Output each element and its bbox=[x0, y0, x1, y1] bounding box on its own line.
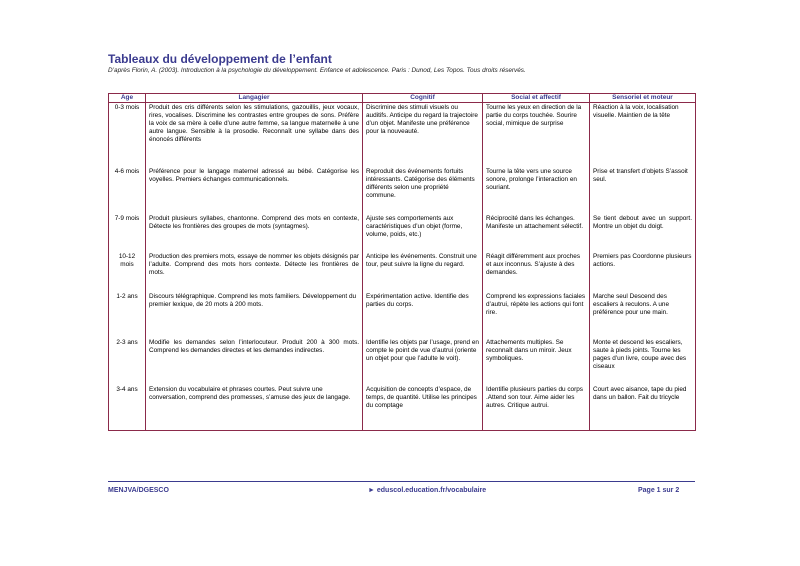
age-cell: 2-3 ans bbox=[109, 338, 146, 385]
sensoriel-cell: Premiers pas Coordonne plusieurs actions. bbox=[590, 252, 696, 292]
document-title: Tableaux du développement de l’enfant bbox=[108, 52, 332, 66]
langagier-cell: Extension du vocabulaire et phrases courtes. Peut suivre une conversation, comprend des promesses, s’amuse des jeux de langage. bbox=[146, 385, 363, 431]
table-row bbox=[109, 385, 696, 431]
age-cell: 10-12 mois bbox=[109, 252, 146, 292]
age-cell: 7-9 mois bbox=[109, 214, 146, 252]
social-cell: Réciprocité dans les échanges. Manifeste un attachement sélectif. bbox=[483, 214, 590, 252]
table-header-row bbox=[109, 94, 696, 103]
age-cell: 0-3 mois bbox=[109, 103, 146, 167]
social-cell: Tourne les yeux en direction de la partie du corps touchée. Sourire social, mimique de surprise bbox=[483, 103, 590, 167]
sensoriel-cell: Prise et transfert d’objets S’assoit seul. bbox=[590, 167, 696, 214]
table-row bbox=[109, 252, 696, 292]
cognitif-cell: Discrimine des stimuli visuels ou auditifs. Anticipe du regard la trajectoire d’un objet. Manifeste une préférence pour la nouveauté. bbox=[363, 103, 483, 167]
table-row bbox=[109, 214, 696, 252]
age-cell: 1-2 ans bbox=[109, 292, 146, 338]
footer-divider bbox=[108, 481, 695, 482]
table-row bbox=[109, 338, 696, 385]
sensoriel-cell: Monte et descend les escaliers, saute à pieds joints. Tourne les pages d’un livre, coupe avec des ciseaux bbox=[590, 338, 696, 385]
cognitif-cell: Expérimentation active. Identifie des parties du corps. bbox=[363, 292, 483, 338]
header-age: Age bbox=[109, 94, 146, 103]
cognitif-cell: Acquisition de concepts d’espace, de temps, de quantité. Utilise les principes du comptage bbox=[363, 385, 483, 431]
header-sensoriel: Sensoriel et moteur bbox=[590, 94, 696, 103]
document-source: D’après Florin, A. (2003). Introduction à la psychologie du développement. Enfance et adolescence. Paris : Dunod, Les Topos. Tous droits réservés. bbox=[108, 67, 526, 74]
header-cognitif: Cognitif bbox=[363, 94, 483, 103]
table-row bbox=[109, 167, 696, 214]
footer-publisher: MENJVA/DGESCO bbox=[108, 487, 169, 494]
cognitif-cell: Reproduit des événements fortuits intéressants. Catégorise des éléments différents selon une propriété commune. bbox=[363, 167, 483, 214]
sensoriel-cell: Réaction à la voix, localisation visuelle. Maintien de la tête bbox=[590, 103, 696, 167]
social-cell: Comprend les expressions faciales d’autrui, répète les actions qui font rire. bbox=[483, 292, 590, 338]
social-cell: Tourne la tête vers une source sonore, prolonge l’interaction en souriant. bbox=[483, 167, 590, 214]
header-social: Social et affectif bbox=[483, 94, 590, 103]
langagier-cell: Discours télégraphique. Comprend les mots familiers. Développement du premier lexique, de 20 mots à 200 mots. bbox=[146, 292, 363, 338]
age-cell: 4-6 mois bbox=[109, 167, 146, 214]
footer-link[interactable]: ► eduscol.education.fr/vocabulaire bbox=[368, 487, 487, 494]
social-cell: Attachements multiples. Se reconnaît dans un miroir. Jeux symboliques. bbox=[483, 338, 590, 385]
header-langagier: Langagier bbox=[146, 94, 363, 103]
langagier-cell: Production des premiers mots, essaye de nommer les objets désignés par l’adulte. Comprend des mots hors contexte. Détecte les frontières de mots. bbox=[146, 252, 363, 292]
langagier-cell: Produit plusieurs syllabes, chantonne. Comprend des mots en contexte, Détecte les frontières des groupes de mots (syntagmes). bbox=[146, 214, 363, 252]
sensoriel-cell: Court avec aisance, tape du pied dans un ballon. Fait du tricycle bbox=[590, 385, 696, 431]
table-row bbox=[109, 292, 696, 338]
sensoriel-cell: Marche seul Descend des escaliers à reculons. A une préférence pour une main. bbox=[590, 292, 696, 338]
cognitif-cell: Anticipe les événements. Construit une tour, peut suivre la ligne du regard. bbox=[363, 252, 483, 292]
langagier-cell: Produit des cris différents selon les stimulations, gazouillis, jeux vocaux, rires, vocalises. Discrimine les contrastes entre groupes de sons. Préfère la voix de sa mère à celle d’une autre femme, sa langue maternelle à une autre langue. Sensible à la prosodie. Reconnaît une syllabe dans des énoncés différents bbox=[146, 103, 363, 167]
cognitif-cell: Ajuste ses comportements aux caractéristiques d’un objet (forme, volume, poids, etc.) bbox=[363, 214, 483, 252]
langagier-cell: Préférence pour le langage maternel adressé au bébé. Catégorise les voyelles. Premiers échanges communicationnels. bbox=[146, 167, 363, 214]
sensoriel-cell: Se tient debout avec un support. Montre un objet du doigt. bbox=[590, 214, 696, 252]
page-number: Page 1 sur 2 bbox=[638, 487, 680, 494]
cognitif-cell: Identifie les objets par l’usage, prend en compte le point de vue d’autrui (oriente un objet pour que l’adulte le voit). bbox=[363, 338, 483, 385]
table-row bbox=[109, 103, 696, 167]
development-table bbox=[108, 93, 696, 431]
social-cell: Identifie plusieurs parties du corps .Attend son tour. Aime aider les autres. Critique autrui. bbox=[483, 385, 590, 431]
social-cell: Réagit différemment aux proches et aux inconnus. S’ajuste à des demandes. bbox=[483, 252, 590, 292]
langagier-cell: Modifie les demandes selon l’interlocuteur. Produit 200 à 300 mots. Comprend les demandes directes et les demandes indirectes. bbox=[146, 338, 363, 385]
age-cell: 3-4 ans bbox=[109, 385, 146, 431]
